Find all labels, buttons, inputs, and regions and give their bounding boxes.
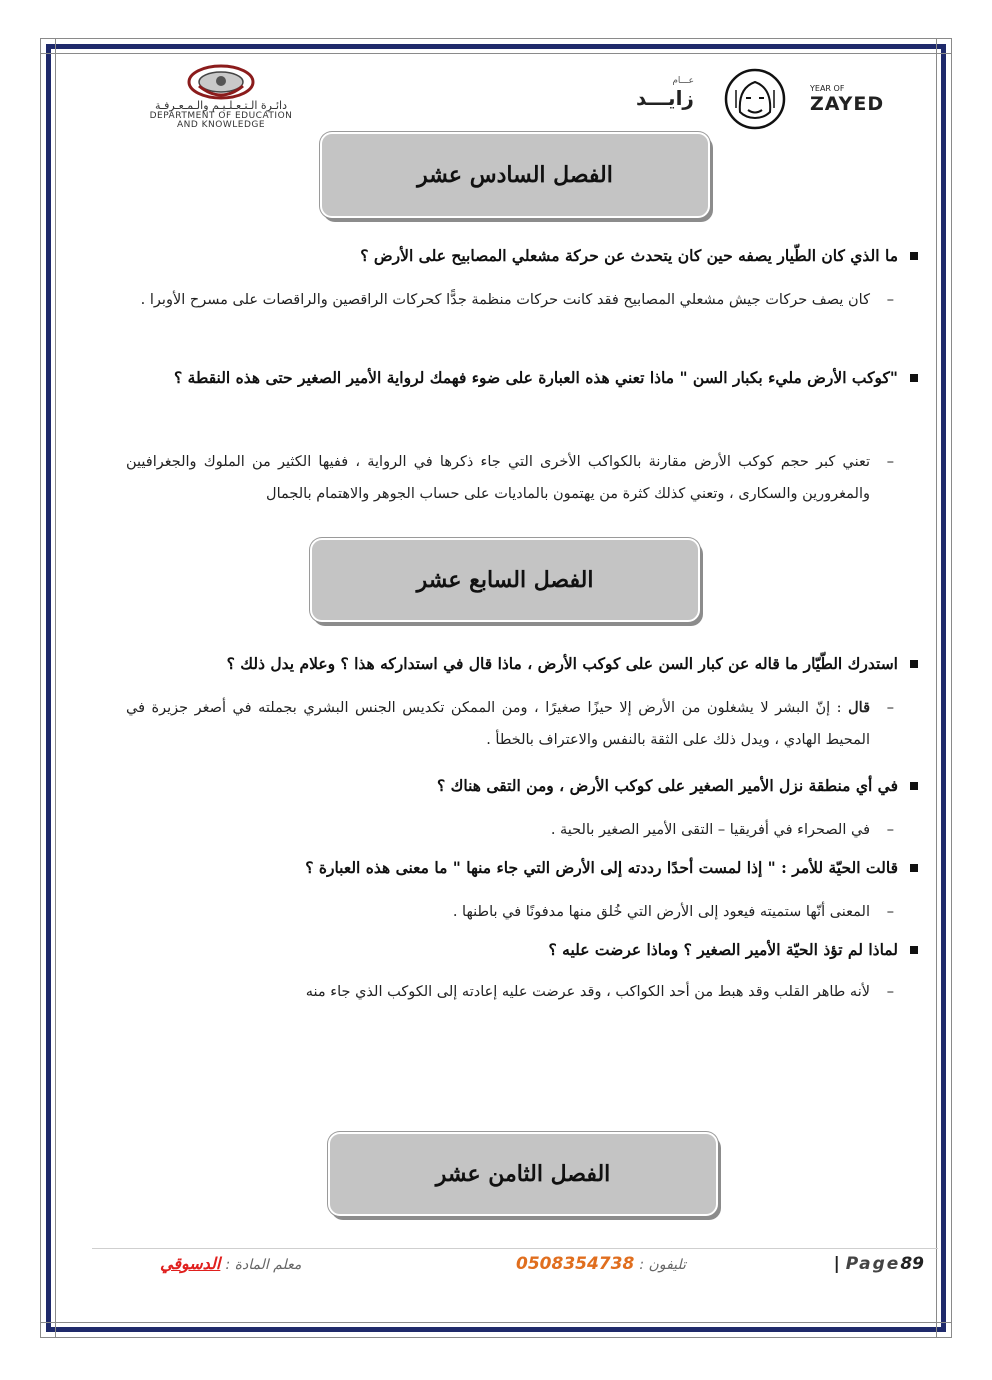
- footer-teacher: [160, 1254, 301, 1273]
- answer-text: : إنّ البشر لا يشغلون من الأرض إلا حيزًا صغيرًا ، ومن الممكن تكديس الجنس البشري بجملته في أصغر جزيرة في المحيط الهادي ، ويدل ذلك على الثقة بالنفس والاعتراف بالخطأ .: [126, 700, 870, 748]
- footer-divider: [92, 1248, 938, 1249]
- corner-decoration: [40, 1322, 56, 1338]
- corner-decoration: [936, 1322, 952, 1338]
- chapter-title-18: الفصل الثامن عشر: [328, 1132, 718, 1216]
- department-name: [86, 100, 356, 130]
- answer-item: – تعني كبر حجم كوكب الأرض مقارنة بالكواكب الأخرى التي جاء ذكرها في الرواية ، ففيها الكثير من الملوك والجغرافيين والمغرورين والسكارى ، وتعني كذلك كثرة من يهتمون بالماديات على حساب الجوهر والاهتمام بالجمال: [126, 446, 896, 510]
- year-of-zayed-en: [810, 84, 884, 115]
- year-of-zayed-ar: [636, 76, 694, 110]
- department-name-en: DEPARTMENT OF EDUCATION: [149, 110, 293, 121]
- question-item: استدرك الطّيّار ما قاله عن كبار السن على كوكب الأرض ، ماذا قال في استداركه هذا ؟ وعلام يدل ذلك ؟: [118, 648, 922, 680]
- page-number-value: 89: [900, 1254, 924, 1274]
- page-separator: |: [833, 1254, 846, 1274]
- answer-label: قال: [848, 699, 870, 716]
- chapter-title-17: الفصل السابع عشر: [310, 538, 700, 622]
- page-word: Page: [845, 1254, 901, 1274]
- year-of-zayed-en-small: YEAR OF: [810, 84, 845, 93]
- question-item: لماذا لم تؤذ الحيّة الأمير الصغير ؟ وماذا عرضت عليه ؟: [138, 934, 922, 966]
- year-of-zayed-logo: [636, 66, 896, 130]
- teacher-label: معلم المادة :: [225, 1257, 302, 1273]
- department-name-en: AND KNOWLEDGE: [176, 119, 266, 130]
- phone-number: 0508354738: [516, 1254, 635, 1274]
- question-item: في أي منطقة نزل الأمير الصغير على كوكب الأرض ، ومن التقى هناك ؟: [138, 770, 922, 802]
- year-of-zayed-ar-big: زايـــد: [636, 86, 694, 110]
- corner-decoration: [40, 38, 56, 54]
- answer-item: – لأنه طاهر القلب وقد هبط من أحد الكواكب ، وقد عرضت عليه إعادته إلى الكوكب الذي جاء منه: [126, 976, 896, 1008]
- footer-phone: [516, 1254, 686, 1274]
- question-item: قالت الحيّة للأمر : " إذا لمست أحدًا رددته إلى الأرض التي جاء منها " ما معنى هذه العبارة ؟: [138, 852, 922, 884]
- answer-item: – كان يصف حركات جيش مشعلي المصابيح فقد كانت حركات منظمة جدًّا كحركات الراقصين والراقصات على مسرح الأوبرا .: [126, 284, 896, 316]
- department-name-ar: دائـرة الـتـعـلـيـم والـمـعـرفـة: [155, 99, 287, 112]
- question-item: ما الذي كان الطّيار يصفه حين كان يتحدث عن حركة مشعلي المصابيح على الأرض ؟: [138, 240, 922, 272]
- answer-item: – المعنى أنّها ستميته فيعود إلى الأرض التي خُلق منها مدفونًا في باطنها .: [126, 896, 896, 928]
- year-of-zayed-en-big: ZAYED: [810, 93, 885, 115]
- page-number: [834, 1254, 924, 1274]
- answer-item: [126, 692, 896, 756]
- answer-item: – في الصحراء في أفريقيا – التقى الأمير الصغير بالحية .: [126, 814, 896, 846]
- phone-label: تليفون :: [639, 1257, 686, 1273]
- teacher-name: الدسوقي: [160, 1254, 221, 1273]
- chapter-title-16: الفصل السادس عشر: [320, 132, 710, 218]
- year-of-zayed-ar-small: عـــام: [672, 76, 694, 86]
- question-item: "كوكب الأرض مليء بكبار السن " ماذا تعني هذه العبارة على ضوء فهمك لرواية الأمير الصغير حتى هذه النقطة ؟: [162, 362, 922, 394]
- corner-decoration: [936, 38, 952, 54]
- portrait-icon: [724, 68, 786, 130]
